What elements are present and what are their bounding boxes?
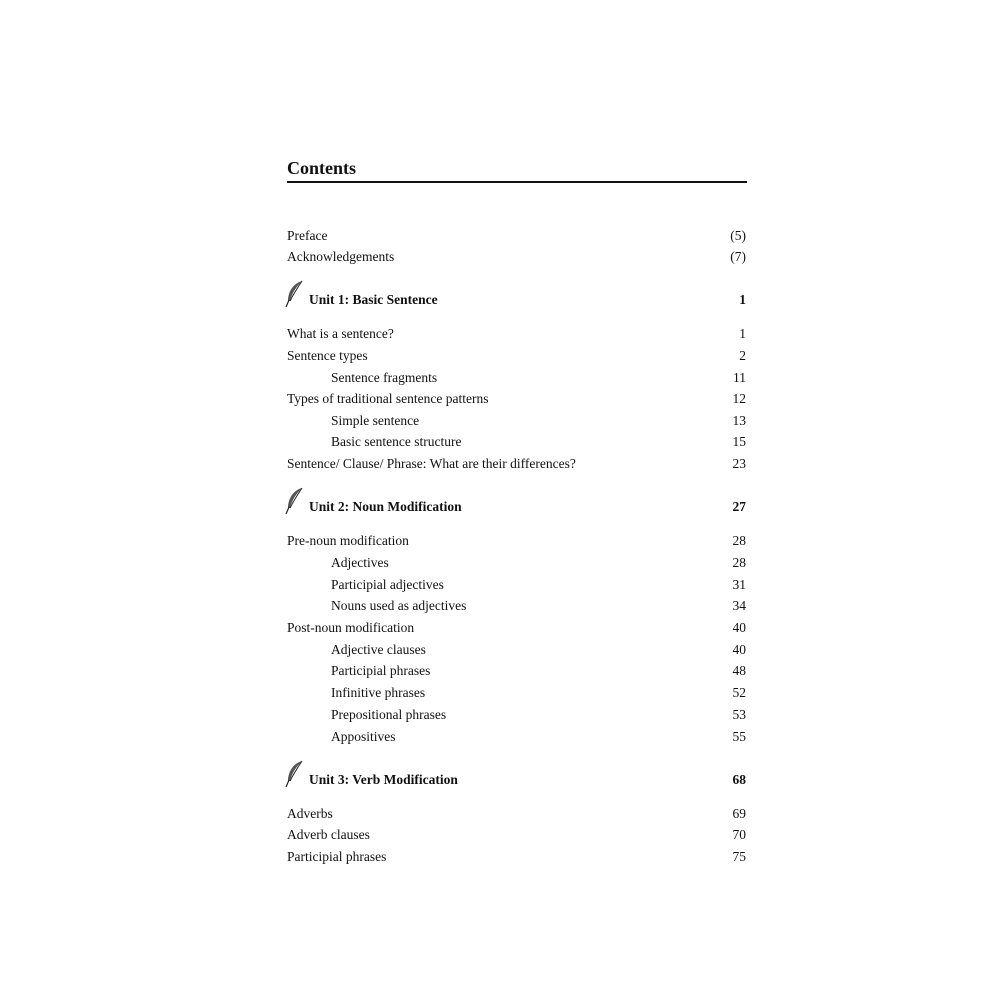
feather-quill-icon: [285, 487, 305, 515]
toc-entry[interactable]: [287, 324, 746, 344]
toc-entry-page: 28: [732, 555, 746, 570]
title-rule: [287, 181, 747, 183]
toc-unit-title: Unit 1: Basic Sentence: [309, 292, 438, 307]
toc-entry-page: 75: [732, 849, 746, 864]
toc-entry[interactable]: [287, 389, 746, 409]
toc-entry[interactable]: [287, 825, 746, 845]
toc-entry-label: Sentence fragments: [331, 370, 438, 385]
toc-entry-page: 69: [732, 806, 746, 821]
toc-entry-label: Types of traditional sentence patterns: [287, 391, 489, 406]
toc-entry[interactable]: [287, 804, 746, 824]
toc-entry-page: 48: [732, 663, 746, 678]
toc-subentry[interactable]: [287, 640, 746, 660]
toc-subentry[interactable]: [287, 661, 746, 681]
toc-unit-page: 27: [732, 499, 746, 514]
toc-subentry[interactable]: [287, 596, 746, 616]
toc-subentry[interactable]: [287, 411, 746, 431]
toc-entry-label: Participial phrases: [331, 663, 431, 678]
toc-entry-label: Adjective clauses: [331, 642, 426, 657]
toc-entry-label: What is a sentence?: [287, 326, 394, 341]
toc-entry-label: Appositives: [331, 729, 396, 744]
toc-subentry[interactable]: [287, 553, 746, 573]
toc-entry-label: Adjectives: [331, 555, 389, 570]
toc-entry-label: Pre-noun modification: [287, 533, 409, 548]
toc-entry[interactable]: [287, 847, 746, 867]
toc-entry-page: 40: [732, 642, 746, 657]
toc-entry-label: Infinitive phrases: [331, 685, 426, 700]
toc-entry[interactable]: [287, 531, 746, 551]
toc-entry-page: 13: [732, 413, 746, 428]
toc-entry-label: Prepositional phrases: [331, 707, 447, 722]
toc-subentry[interactable]: [287, 368, 746, 388]
toc-entry-page: 23: [732, 456, 746, 471]
toc-entry-label: Preface: [287, 228, 328, 243]
toc-entry-label: Participial phrases: [287, 849, 387, 864]
toc-entry-page: 53: [732, 707, 746, 722]
toc-entry-page: 40: [732, 620, 746, 635]
feather-quill-icon: [285, 760, 305, 788]
toc-entry-page: 34: [732, 598, 746, 613]
toc-entry-page: 55: [732, 729, 746, 744]
toc-entry-page: 12: [732, 391, 746, 406]
toc-entry-page: 2: [739, 348, 746, 363]
toc-entry-page: 31: [732, 577, 746, 592]
toc-entry-page: 52: [732, 685, 746, 700]
toc-entry[interactable]: [287, 346, 746, 366]
toc-entry-page: (5): [730, 228, 746, 243]
toc-entry-preface[interactable]: [287, 226, 746, 246]
toc-unit-page: 1: [739, 292, 746, 307]
toc-entry-label: Basic sentence structure: [331, 434, 462, 449]
toc-entry-label: Adverbs: [287, 806, 333, 821]
toc-entry-page: 11: [733, 370, 746, 385]
toc-unit-heading[interactable]: [287, 770, 746, 790]
toc-entry-label: Simple sentence: [331, 413, 420, 428]
toc-entry-page: 1: [739, 326, 746, 341]
toc-entry-page: 70: [732, 827, 746, 842]
toc-entry-label: Adverb clauses: [287, 827, 370, 842]
toc-subentry[interactable]: [287, 683, 746, 703]
toc-entry-label: Participial adjectives: [331, 577, 444, 592]
toc-unit-title: Unit 2: Noun Modification: [309, 499, 462, 514]
toc-subentry[interactable]: [287, 575, 746, 595]
toc-entry-page: 28: [732, 533, 746, 548]
toc-unit-heading[interactable]: [287, 290, 746, 310]
feather-quill-icon: [285, 280, 305, 308]
toc-entry-label: Sentence types: [287, 348, 368, 363]
toc-subentry[interactable]: [287, 727, 746, 747]
toc-entry[interactable]: [287, 454, 746, 474]
toc-entry-page: (7): [730, 249, 746, 264]
toc-entry[interactable]: [287, 618, 746, 638]
toc-entry-acknowledgements[interactable]: [287, 247, 746, 267]
toc-unit-heading[interactable]: [287, 497, 746, 517]
toc-entry-label: Sentence/ Clause/ Phrase: What are their differences?: [287, 456, 576, 471]
toc-entry-label: Post-noun modification: [287, 620, 415, 635]
toc-entry-label: Nouns used as adjectives: [331, 598, 467, 613]
toc-subentry[interactable]: [287, 705, 746, 725]
toc-entry-label: Acknowledgements: [287, 249, 395, 264]
page-title: Contents: [287, 158, 357, 178]
toc-subentry[interactable]: [287, 432, 746, 452]
toc-unit-title: Unit 3: Verb Modification: [309, 772, 458, 787]
toc-unit-page: 68: [732, 772, 746, 787]
toc-entry-page: 15: [732, 434, 746, 449]
